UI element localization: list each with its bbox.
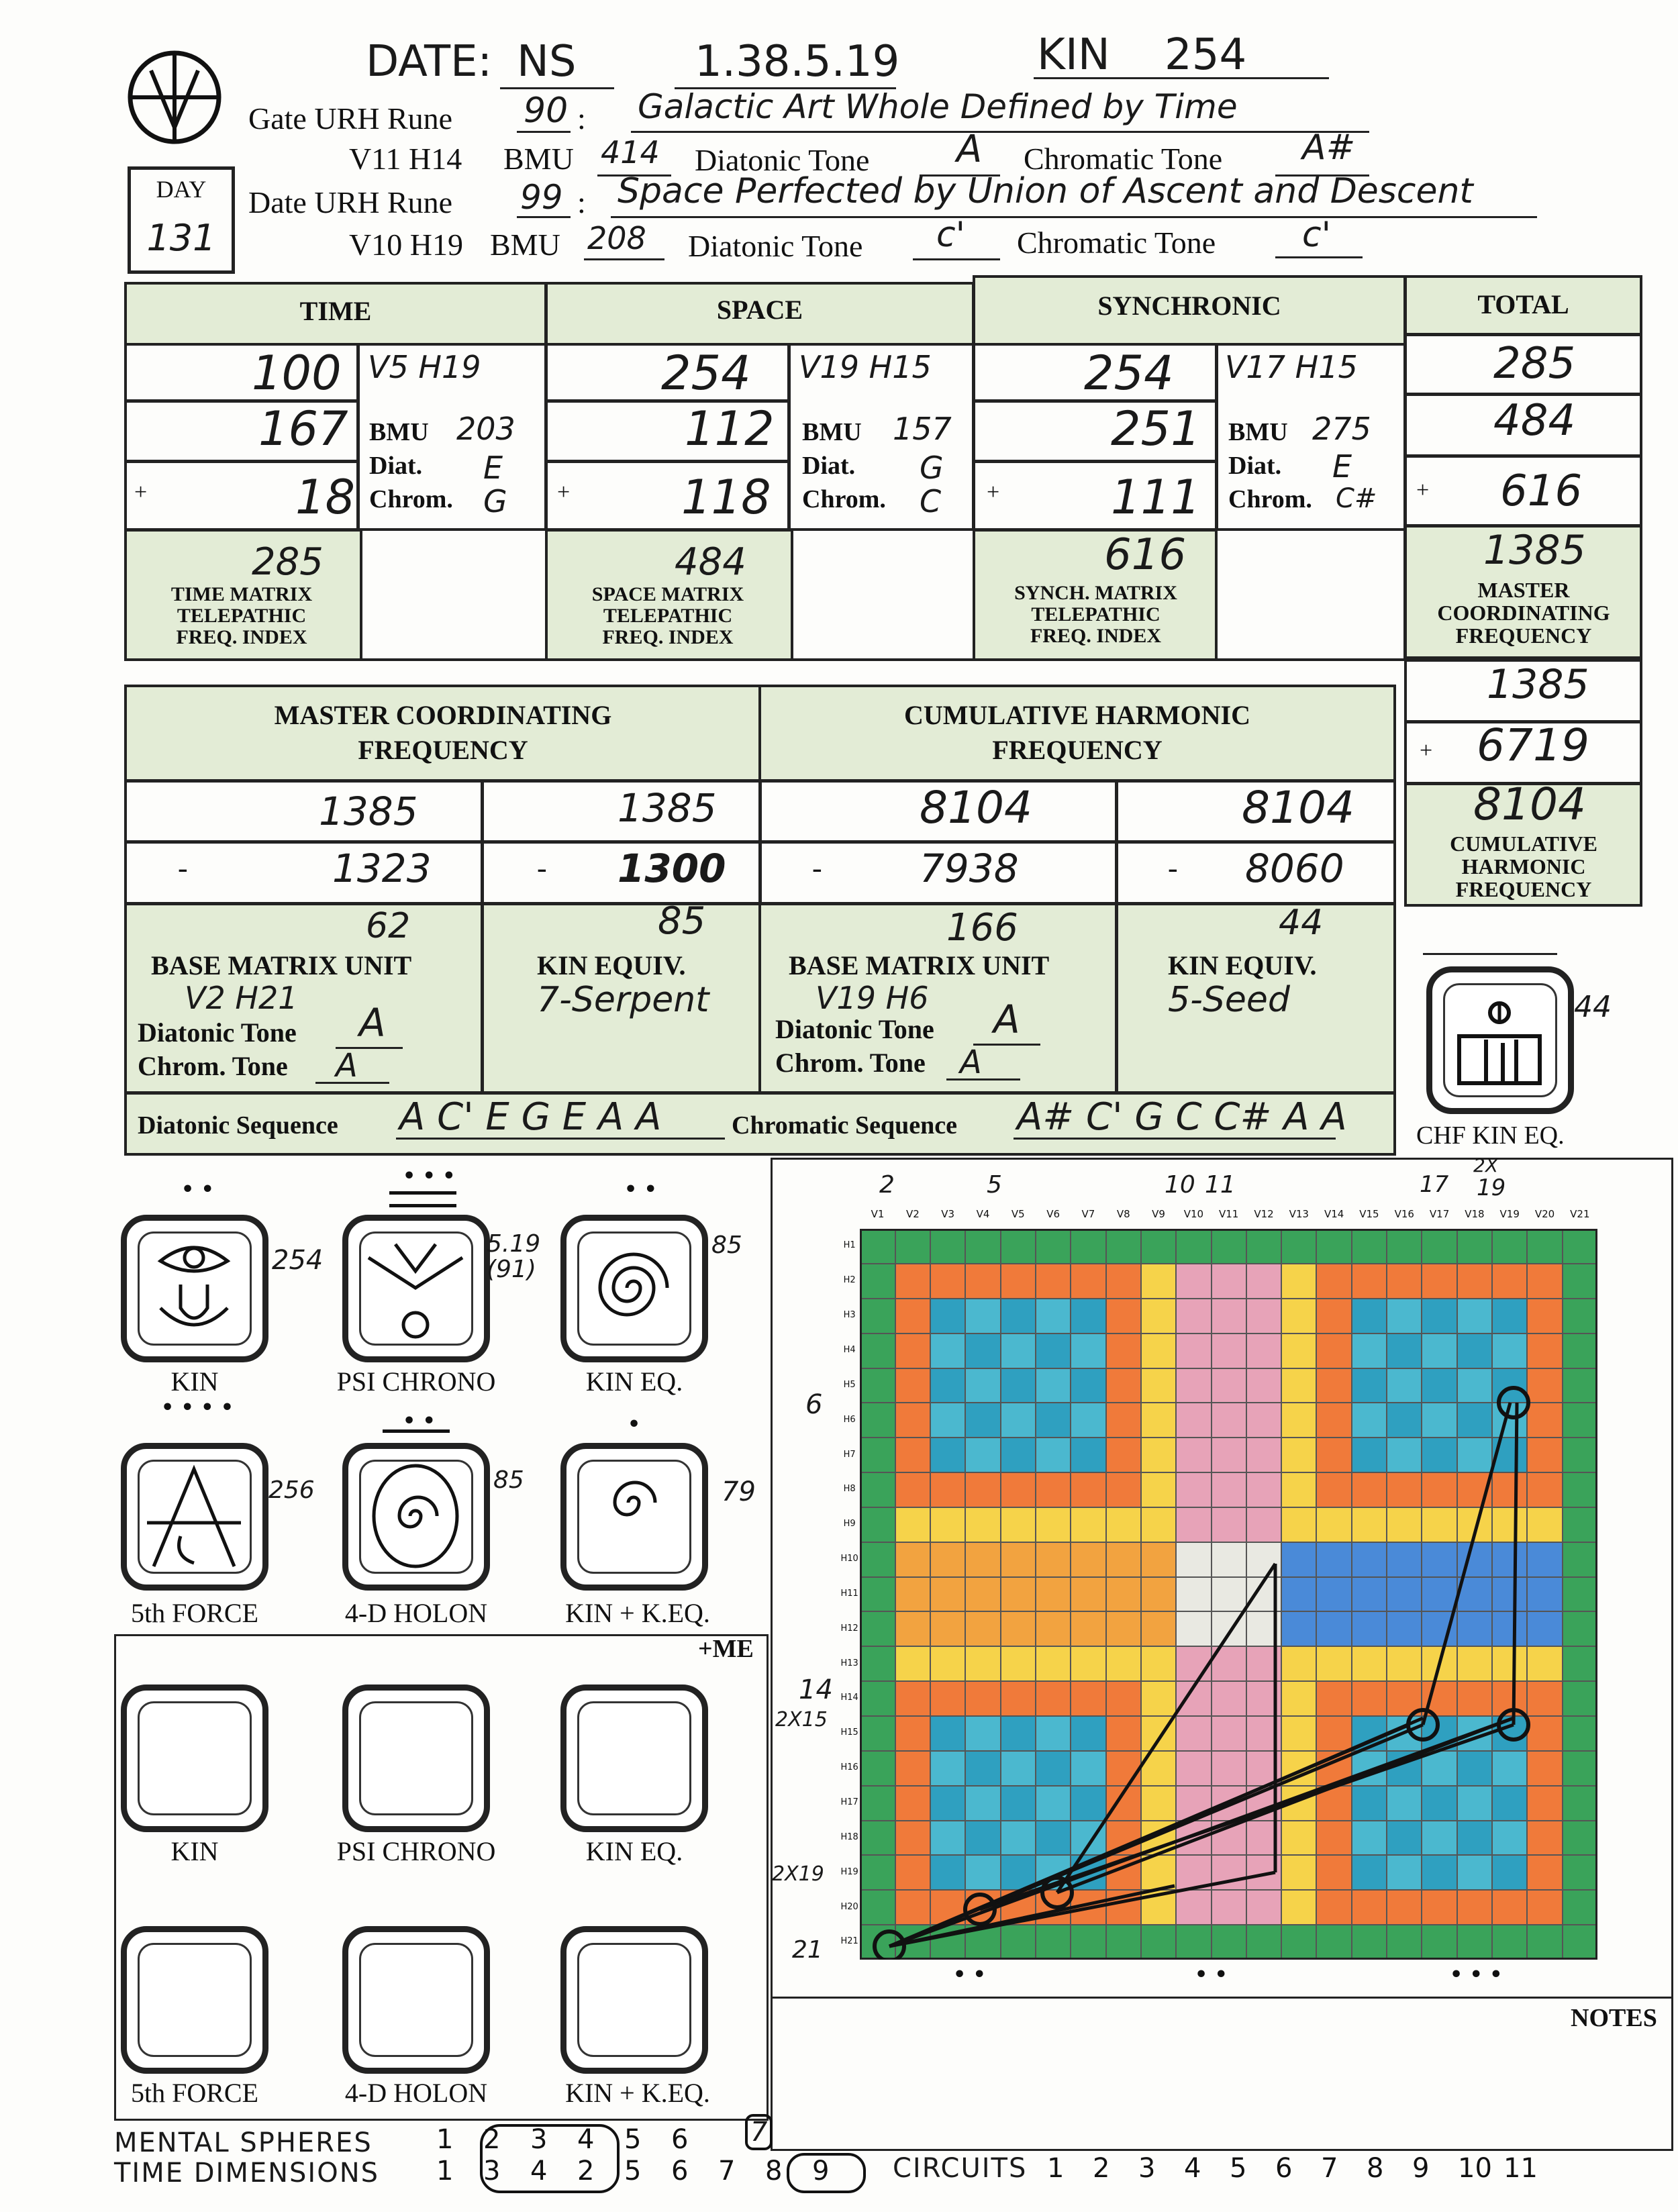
circuit-7: 7 bbox=[1321, 2153, 1338, 2184]
total-v3: 616 bbox=[1500, 466, 1583, 516]
grid-col-header: V20 bbox=[1534, 1208, 1555, 1220]
mcf-diat-label: Diatonic Tone bbox=[138, 1017, 297, 1048]
chf-chrom: A bbox=[960, 1044, 982, 1081]
mcf-b1: 1385 bbox=[618, 785, 717, 831]
total-sum: 1385 bbox=[1483, 527, 1586, 574]
gate-diatonic: A bbox=[956, 128, 983, 171]
mcf-a2: 1323 bbox=[332, 846, 432, 891]
time-dimension-8: 8 bbox=[765, 2156, 783, 2186]
date-bmu: 208 bbox=[587, 220, 646, 256]
blank-kinkeq-glyph bbox=[560, 1926, 708, 2074]
grid-col-header: V3 bbox=[941, 1208, 955, 1220]
grid-row-header: H19 bbox=[840, 1866, 858, 1877]
space-plus: + bbox=[557, 480, 571, 505]
time-circle-89 bbox=[787, 2153, 866, 2193]
chf-kin-label: CHF KIN EQ. bbox=[1416, 1121, 1565, 1150]
mcf-diat: A bbox=[359, 1000, 386, 1046]
time-diat-label: Diat. bbox=[369, 452, 423, 480]
dots-kineq: • • bbox=[624, 1178, 657, 1201]
chf-title: CUMULATIVE HARMONIC FREQUENCY bbox=[904, 700, 1250, 765]
grid-row-header: H15 bbox=[840, 1727, 858, 1738]
date-diatonic: c' bbox=[936, 215, 965, 255]
mcf-bmu-vh: V2 H21 bbox=[185, 980, 298, 1016]
time-plus: + bbox=[134, 480, 148, 505]
blank-kin-caption: KIN bbox=[170, 1836, 219, 1866]
gate-chromatic-label: Chromatic Tone bbox=[1024, 142, 1223, 176]
time-v2: 167 bbox=[258, 401, 348, 456]
circuit-4: 4 bbox=[1184, 2153, 1201, 2184]
mcf-a1: 1385 bbox=[319, 789, 418, 834]
chf-minus-a: - bbox=[812, 852, 822, 885]
chromatic-seq-label: Chromatic Sequence bbox=[732, 1111, 957, 1140]
mcf-bmu-label: BASE MATRIX UNIT bbox=[151, 950, 412, 981]
dots-psi: • • • bbox=[403, 1164, 456, 1188]
chf-bmu-vh: V19 H6 bbox=[816, 980, 929, 1016]
grid-col-header: V21 bbox=[1570, 1208, 1590, 1220]
time-v3: 18 bbox=[295, 470, 356, 525]
date-value: 1.38.5.19 bbox=[695, 37, 900, 87]
circuit-8: 8 bbox=[1367, 2153, 1384, 2184]
synchronic-chrom: C# bbox=[1336, 483, 1377, 514]
chf-minus-b: - bbox=[1168, 852, 1178, 885]
synchronic-v2: 251 bbox=[1111, 401, 1201, 456]
grid-row-header: H5 bbox=[843, 1379, 856, 1390]
synchronic-v3: 111 bbox=[1111, 470, 1201, 525]
grid-mark-2: 2 bbox=[879, 1171, 895, 1199]
day-value: 131 bbox=[146, 217, 216, 259]
grid-row-header: H16 bbox=[840, 1762, 858, 1773]
time-bmu-label: BMU bbox=[369, 418, 429, 446]
circuit-6: 6 bbox=[1275, 2153, 1293, 2184]
grid-col-header: V18 bbox=[1465, 1208, 1485, 1220]
grid-col-header: V2 bbox=[905, 1208, 920, 1220]
space-diat-label: Diat. bbox=[802, 452, 856, 480]
synchronic-chrom-label: Chrom. bbox=[1228, 485, 1312, 513]
grid-col-header: V6 bbox=[1046, 1208, 1060, 1220]
mcf-chrom: A bbox=[336, 1047, 358, 1085]
kinkeq-glyph bbox=[560, 1443, 708, 1591]
chf-kin-value: 44 bbox=[1574, 990, 1612, 1024]
dots-holon: • • bbox=[403, 1409, 436, 1433]
space-index-label: SPACE MATRIX TELEPATHIC FREQ. INDEX bbox=[591, 583, 744, 648]
grid-row-header: H3 bbox=[843, 1310, 856, 1321]
grid-col-header: V8 bbox=[1116, 1208, 1130, 1220]
synchronic-index-label: SYNCH. MATRIX TELEPATHIC FREQ. INDEX bbox=[1014, 582, 1177, 647]
right-v1: 1385 bbox=[1487, 661, 1589, 708]
gate-bmu: 414 bbox=[601, 134, 660, 170]
chf-chrom-label: Chrom. Tone bbox=[775, 1048, 926, 1078]
grid-col-header: V5 bbox=[1011, 1208, 1025, 1220]
right-chf-label: CUMULATIVE HARMONIC FREQUENCY bbox=[1450, 832, 1597, 901]
kinkeq-caption: KIN + K.EQ. bbox=[565, 1598, 710, 1628]
space-vh: V19 H15 bbox=[799, 349, 932, 385]
grid-row-header: H18 bbox=[840, 1831, 858, 1842]
time-dimensions-label: TIME DIMENSIONS bbox=[114, 2158, 380, 2189]
psi-number: 5.19 (91) bbox=[487, 1230, 541, 1283]
total-mcf-label: MASTER COORDINATING FREQUENCY bbox=[1437, 578, 1610, 648]
chf-kin-equiv: 5-Seed bbox=[1168, 980, 1290, 1020]
holon-caption: 4-D HOLON bbox=[344, 1598, 488, 1628]
fifth-number: 256 bbox=[268, 1476, 315, 1504]
time-v1: 100 bbox=[252, 346, 342, 401]
mental-spheres-label: MENTAL SPHERES bbox=[114, 2127, 373, 2158]
kineq-glyph bbox=[560, 1215, 708, 1362]
space-diat: G bbox=[920, 450, 944, 486]
circuit-2: 2 bbox=[1093, 2153, 1110, 2184]
space-bmu: 157 bbox=[893, 411, 952, 447]
time-chrom: G bbox=[483, 483, 507, 519]
blank-fifth-glyph bbox=[121, 1926, 268, 2074]
day-box bbox=[128, 166, 235, 274]
grid-row-header: H14 bbox=[840, 1693, 858, 1703]
mcf-b2: 1300 bbox=[618, 846, 726, 891]
time-vh: V5 H19 bbox=[368, 349, 481, 385]
grid-row-header: H9 bbox=[843, 1519, 856, 1529]
date-chromatic: c' bbox=[1302, 215, 1331, 255]
grid-row-header: H17 bbox=[840, 1797, 858, 1808]
grid-row-14: 14 bbox=[799, 1674, 833, 1705]
total-v1: 285 bbox=[1493, 339, 1576, 389]
chf-a1: 8104 bbox=[920, 782, 1032, 834]
synchronic-bmu: 275 bbox=[1312, 411, 1371, 447]
synchronic-diat-label: Diat. bbox=[1228, 452, 1282, 480]
fifth-caption: 5th FORCE bbox=[130, 1598, 259, 1628]
chf-a3: 166 bbox=[946, 906, 1018, 950]
grid-mark-11: 11 bbox=[1205, 1171, 1236, 1199]
grid-row-header: H1 bbox=[843, 1240, 856, 1251]
space-v2: 112 bbox=[685, 401, 775, 456]
circuit-10: 10 bbox=[1458, 2153, 1492, 2184]
grid-row-header: H20 bbox=[840, 1901, 858, 1912]
blank-kinkeq-caption: KIN + K.EQ. bbox=[565, 2078, 710, 2108]
circuit-11: 11 bbox=[1503, 2153, 1538, 2184]
chf-kin-equiv-label: KIN EQUIV. bbox=[1168, 950, 1317, 981]
time-dimension-4: 2 bbox=[577, 2156, 595, 2186]
kin-value: 254 bbox=[1165, 30, 1247, 80]
circuit-9: 9 bbox=[1412, 2153, 1430, 2184]
grid-dots-right: • • • bbox=[1450, 1963, 1503, 1987]
chf-kin-glyph bbox=[1426, 966, 1574, 1114]
blank-kin-glyph bbox=[121, 1685, 268, 1832]
mcf-minus-a: - bbox=[178, 852, 188, 885]
grid-overlay bbox=[839, 1208, 1597, 1960]
chf-b1: 8104 bbox=[1242, 782, 1354, 834]
mcf-chrom-label: Chrom. Tone bbox=[138, 1051, 288, 1081]
notes-label: NOTES bbox=[1571, 2004, 1657, 2032]
space-v3: 118 bbox=[681, 470, 771, 525]
grid-row-header: H8 bbox=[843, 1484, 856, 1495]
total-plus: + bbox=[1416, 478, 1430, 503]
psi-chrono-glyph bbox=[342, 1215, 490, 1362]
grid-dots-left: • • bbox=[953, 1963, 986, 1987]
grid-row-21: 21 bbox=[792, 1936, 823, 1964]
date-rune-value: 99 bbox=[520, 178, 563, 217]
kineq-caption: KIN EQ. bbox=[585, 1366, 683, 1397]
chf-bmu-label: BASE MATRIX UNIT bbox=[789, 950, 1050, 981]
right-v3: 8104 bbox=[1473, 778, 1586, 830]
chf-diat-label: Diatonic Tone bbox=[775, 1014, 934, 1044]
kin-label: KIN bbox=[1037, 30, 1110, 80]
kinkeq-number: 79 bbox=[722, 1476, 756, 1507]
kin-caption: KIN bbox=[170, 1366, 219, 1397]
blank-holon-glyph bbox=[342, 1926, 490, 2074]
synchronic-bmu-label: BMU bbox=[1228, 418, 1288, 446]
gate-vh: V11 H14 bbox=[349, 142, 462, 176]
right-plus: + bbox=[1420, 738, 1433, 763]
grid-row-header: H6 bbox=[843, 1414, 856, 1425]
grid-row-header: H13 bbox=[840, 1658, 858, 1668]
mental-sphere-1: 1 bbox=[436, 2124, 454, 2155]
circuit-5: 5 bbox=[1230, 2153, 1247, 2184]
synchronic-diat: E bbox=[1332, 448, 1352, 485]
kin-glyph bbox=[121, 1215, 268, 1362]
time-dimension-7: 7 bbox=[718, 2156, 736, 2186]
date-ns: NS bbox=[517, 37, 577, 87]
space-chrom-label: Chrom. bbox=[802, 485, 886, 513]
grid-mark-19: 19 bbox=[1477, 1174, 1506, 1201]
grid-row-header: H7 bbox=[843, 1449, 856, 1460]
circuit-3: 3 bbox=[1138, 2153, 1156, 2184]
grid-row-2x15: 2X15 bbox=[775, 1708, 828, 1731]
grid-row-header: H11 bbox=[840, 1588, 858, 1599]
mcf-a3: 62 bbox=[366, 906, 411, 946]
date-vh: V10 H19 bbox=[349, 228, 463, 262]
kin-number: 254 bbox=[272, 1245, 324, 1276]
space-total: 484 bbox=[675, 540, 746, 584]
blank-psi-caption: PSI CHRONO bbox=[336, 1836, 496, 1866]
grid-col-header: V17 bbox=[1429, 1208, 1450, 1220]
time-dimension-6: 6 bbox=[671, 2156, 689, 2186]
day-label: DAY bbox=[156, 176, 207, 203]
bar-holon bbox=[383, 1429, 450, 1433]
grid-col-header: V7 bbox=[1081, 1208, 1095, 1220]
total-title: TOTAL bbox=[1477, 289, 1569, 319]
grid-col-header: V16 bbox=[1394, 1208, 1414, 1220]
dots-kinkeq: • bbox=[628, 1413, 641, 1436]
chf-b3: 44 bbox=[1279, 903, 1324, 943]
chf-b2: 8060 bbox=[1245, 846, 1344, 891]
time-dimension-3: 4 bbox=[530, 2156, 548, 2186]
time-diat: E bbox=[483, 450, 503, 486]
diatonic-seq-label: Diatonic Sequence bbox=[138, 1111, 338, 1140]
rune-logo bbox=[124, 47, 225, 148]
mental-sphere-2: 2 bbox=[483, 2124, 501, 2155]
time-chrom-label: Chrom. bbox=[369, 485, 453, 513]
grid-col-header: V10 bbox=[1183, 1208, 1204, 1220]
mcf-minus-b: - bbox=[537, 852, 547, 885]
grid-mark-5: 5 bbox=[987, 1171, 1002, 1199]
dots-fifth: • • • • bbox=[161, 1396, 234, 1419]
date-diatonic-label: Diatonic Tone bbox=[688, 229, 863, 263]
bar-psi bbox=[389, 1191, 456, 1207]
grid-mark-2x: 2X bbox=[1473, 1154, 1498, 1176]
space-chrom: C bbox=[920, 483, 942, 519]
chf-a2: 7938 bbox=[920, 846, 1019, 891]
blank-holon-caption: 4-D HOLON bbox=[344, 2078, 488, 2108]
time-dimension-2: 3 bbox=[483, 2156, 501, 2186]
holon-number: 85 bbox=[493, 1466, 524, 1494]
blank-kineq-glyph bbox=[560, 1685, 708, 1832]
time-dimension-9: 9 bbox=[812, 2156, 830, 2186]
gate-diatonic-label: Diatonic Tone bbox=[695, 143, 870, 177]
mental-sphere-6: 6 bbox=[671, 2124, 689, 2155]
grid-row-2x19: 2X19 bbox=[772, 1862, 824, 1886]
chromatic-seq: A# C' G C C# A A bbox=[1017, 1095, 1347, 1139]
mcf-kin-equiv: 7-Serpent bbox=[537, 980, 709, 1020]
grid-col-header: V13 bbox=[1289, 1208, 1309, 1220]
mcf-b3: 85 bbox=[658, 899, 706, 943]
gate-chromatic: A# bbox=[1302, 128, 1356, 168]
grid-col-header: V4 bbox=[976, 1208, 990, 1220]
mental-sphere-3: 3 bbox=[530, 2124, 548, 2155]
grid-row-header: H12 bbox=[840, 1623, 858, 1633]
time-title: TIME bbox=[299, 296, 372, 326]
synchronic-vh: V17 H15 bbox=[1225, 349, 1358, 385]
grid-row-header: H21 bbox=[840, 1936, 858, 1947]
time-total: 285 bbox=[252, 540, 324, 584]
dots-kin: • • bbox=[181, 1178, 214, 1201]
blank-kineq-caption: KIN EQ. bbox=[585, 1836, 683, 1866]
total-v2: 484 bbox=[1493, 396, 1576, 446]
time-dimension-1: 1 bbox=[436, 2156, 454, 2186]
grid-row-6: 6 bbox=[805, 1389, 823, 1420]
grid-col-header: V15 bbox=[1359, 1208, 1379, 1220]
synchronic-title: SYNCHRONIC bbox=[1097, 291, 1281, 321]
holon-glyph bbox=[342, 1443, 490, 1591]
mcf-title: MASTER COORDINATING FREQUENCY bbox=[274, 700, 612, 765]
date-label: DATE: bbox=[366, 37, 493, 87]
gate-rune-text: Galactic Art Whole Defined by Time bbox=[638, 87, 1238, 126]
grid-col-header: V19 bbox=[1499, 1208, 1520, 1220]
circuits-label: CIRCUITS bbox=[893, 2153, 1028, 2184]
grid-col-header: V14 bbox=[1324, 1208, 1344, 1220]
date-rune-text: Space Perfected by Union of Ascent and Descent bbox=[618, 171, 1473, 211]
grid-col-header: V9 bbox=[1152, 1208, 1165, 1220]
gate-rune-label: Gate URH Rune bbox=[248, 101, 453, 136]
kineq-number: 85 bbox=[711, 1231, 742, 1259]
space-v1: 254 bbox=[661, 346, 751, 401]
mental-circle-group bbox=[480, 2124, 620, 2193]
psi-caption: PSI CHRONO bbox=[336, 1366, 496, 1397]
synchronic-plus: + bbox=[987, 480, 1000, 505]
date-chromatic-label: Chromatic Tone bbox=[1017, 225, 1216, 260]
mental-sphere-4: 4 bbox=[577, 2124, 595, 2155]
gate-rune-value: 90 bbox=[524, 91, 569, 131]
mental-sphere-5: 5 bbox=[624, 2124, 642, 2155]
grid-row-header: H2 bbox=[843, 1275, 856, 1286]
diatonic-seq: A C' E G E A A bbox=[399, 1095, 662, 1139]
date-bmu-label: BMU bbox=[490, 228, 560, 262]
me-label: +ME bbox=[698, 1635, 754, 1663]
circuits-row bbox=[1047, 2153, 1557, 2186]
blank-psi-glyph bbox=[342, 1685, 490, 1832]
seven-box: 7 bbox=[745, 2114, 773, 2150]
time-bmu: 203 bbox=[456, 411, 515, 447]
time-index-label: TIME MATRIX TELEPATHIC FREQ. INDEX bbox=[170, 583, 313, 648]
grid-col-header: V12 bbox=[1254, 1208, 1274, 1220]
grid-mark-17: 17 bbox=[1420, 1171, 1449, 1198]
grid-row-header: H10 bbox=[840, 1554, 858, 1564]
space-bmu-label: BMU bbox=[802, 418, 862, 446]
fifth-force-glyph bbox=[121, 1443, 268, 1591]
circuit-1: 1 bbox=[1047, 2153, 1065, 2184]
grid-dots-mid: • • bbox=[1195, 1963, 1228, 1987]
chf-diat: A bbox=[993, 997, 1020, 1042]
right-v2: 6719 bbox=[1477, 719, 1589, 771]
mcf-kin-equiv-label: KIN EQUIV. bbox=[537, 950, 686, 981]
space-title: SPACE bbox=[716, 295, 803, 325]
time-dimension-5: 5 bbox=[624, 2156, 642, 2186]
synchronic-total: 616 bbox=[1104, 530, 1187, 580]
grid-col-header: V1 bbox=[871, 1208, 885, 1220]
synchronic-v1: 254 bbox=[1084, 346, 1174, 401]
gate-bmu-label: BMU bbox=[503, 142, 574, 176]
blank-fifth-caption: 5th FORCE bbox=[130, 2078, 259, 2108]
date-rune-label: Date URH Rune bbox=[248, 185, 453, 219]
grid-mark-10: 10 bbox=[1165, 1171, 1195, 1199]
grid-row-header: H4 bbox=[843, 1344, 856, 1355]
grid-col-header: V11 bbox=[1219, 1208, 1239, 1220]
